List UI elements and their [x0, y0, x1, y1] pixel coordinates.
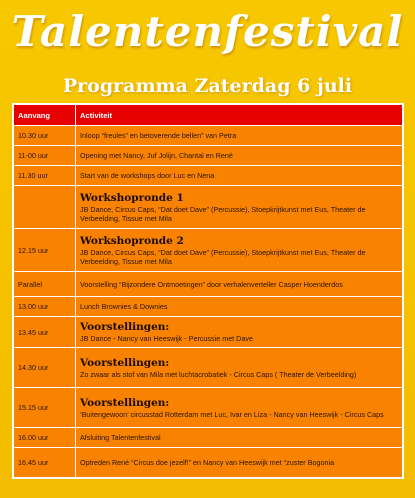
- table-row: [14, 272, 403, 297]
- cell-time: 15.15 uur: [14, 388, 76, 428]
- activity-text: Optreden René “Circus doe jezelf!” en Nancy van Heeswijk met “zuster Bogonia: [80, 458, 335, 467]
- cell-time: 14.30 uur: [14, 348, 76, 388]
- cell-time: [14, 186, 76, 229]
- cell-activity: [76, 166, 403, 186]
- activity-text: Lunch Brownies & Downies: [80, 302, 168, 311]
- activity-block-title: Voorstellingen:: [80, 396, 170, 409]
- cell-time: 16.45 uur: [14, 448, 76, 478]
- cell-activity: [76, 126, 403, 146]
- cell-activity: [76, 146, 403, 166]
- cell-time: 10.30 uur: [14, 126, 76, 146]
- activity-text: JB Dance - Nancy van Heeswijk - Percussie met Dave: [80, 334, 253, 343]
- cell-activity: [76, 186, 403, 229]
- activity-text: ‘Buitengewoon’ circusstad Rotterdam met Luc, Ivar en Liza - Nancy van Heeswijk - Circus Caps: [80, 409, 384, 419]
- column-header-aanvang: Aanvang: [14, 105, 76, 126]
- cell-time: 11.30 uur: [14, 166, 76, 186]
- page-title: Talentenfestival: [11, 7, 404, 56]
- table-row: [14, 146, 403, 166]
- cell-time: Parallel: [14, 272, 76, 297]
- schedule-table: [13, 104, 403, 478]
- activity-text: Opening met Nancy, Juf Jolijn, Chantal en René: [80, 151, 233, 160]
- schedule-table-container: [12, 103, 404, 479]
- cell-time: 11-00 uur: [14, 146, 76, 166]
- activity-text: JB Dance, Circus Caps, “Dat doet Dave” (Percussie), Stoepkrijtkunst met Eus, Theater de Verbeelding, Tissue met Mila: [80, 204, 366, 223]
- cell-time: 13.45 uur: [14, 317, 76, 348]
- table-row: [14, 388, 403, 428]
- table-row: [14, 186, 403, 229]
- cell-activity: [76, 348, 403, 388]
- column-header-activiteit: Activiteit: [76, 105, 403, 126]
- activity-text: Voorstelling “Bijzondere Ontmoetingen” door verhalenverteller Casper Hoenderdos: [80, 279, 343, 289]
- activity-text: Start van de workshops door Luc en Nena: [80, 171, 215, 180]
- schedule-body: [14, 126, 403, 478]
- table-row: [14, 348, 403, 388]
- table-row: [14, 428, 403, 448]
- cell-time: 16.00 uur: [14, 428, 76, 448]
- cell-activity: [76, 272, 403, 297]
- page-subtitle: Programma Zaterdag 6 juli: [62, 75, 353, 97]
- activity-text: Inloop “freules” en betoverende bellen” van Petra: [80, 131, 237, 140]
- cell-activity: [76, 448, 403, 478]
- table-row: [14, 297, 403, 317]
- cell-activity: [76, 428, 403, 448]
- table-row: [14, 166, 403, 186]
- activity-text: Afsluiting Talentenfestival: [80, 433, 161, 442]
- cell-activity: [76, 229, 403, 272]
- table-row: [14, 448, 403, 478]
- activity-text: JB Dance, Circus Caps, “Dat doet Dave” (Percussie), Stoepkrijtkunst met Eus, Theater de Verbeelding, Tissue met Mila: [80, 247, 366, 266]
- cell-activity: [76, 317, 403, 348]
- cell-activity: [76, 297, 403, 317]
- activity-block-title: Workshopronde 1: [80, 191, 184, 204]
- activity-block-title: Voorstellingen:: [80, 321, 170, 333]
- activity-block-title: Workshopronde 2: [80, 234, 184, 247]
- cell-time: 12.15 uur: [14, 229, 76, 272]
- activity-text: Zo zwaar als stof van Mila met luchtacrobatiek - Circus Caps ( Theater de Verbeelding): [80, 369, 357, 379]
- table-header-row: [14, 105, 403, 126]
- table-row: [14, 229, 403, 272]
- cell-activity: [76, 388, 403, 428]
- cell-time: 13.00 uur: [14, 297, 76, 317]
- table-row: [14, 317, 403, 348]
- table-row: [14, 126, 403, 146]
- activity-block-title: Voorstellingen:: [80, 356, 170, 369]
